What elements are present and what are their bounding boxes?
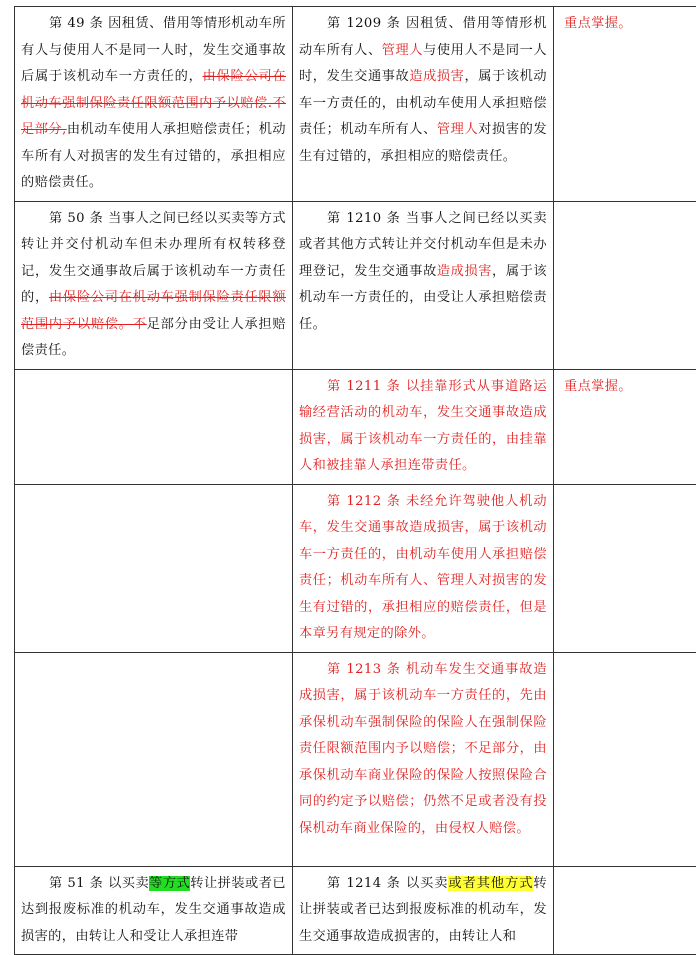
text-segment: 第 1210 条 当事人之间已经以买卖或者其他方式转让并交付机动车但是未办理登记，发生交通事故 <box>299 211 547 279</box>
new-law-cell <box>293 652 554 866</box>
new-law-cell <box>293 7 554 202</box>
text-segment: 由机动车使用人承担赔偿责任；机动车所有人对损害的发生有过错的，承担相应的赔偿责任。 <box>21 122 286 190</box>
text-segment: 对损害的发生有过错的，承担相应的赔偿责任。 <box>299 122 547 164</box>
note-cell <box>554 201 696 369</box>
article-text: 第 1213 条 机动车发生交通事故造成损害，属于该机动车一方责任的，先由承保机动车强制保险的保险人在强制保险责任限额范围内予以赔偿；不足部分，由承保机动车商业保险的保险人按照保险合同的约定予以赔偿；仍然不足或者没有投保机动车商业保险的，由侵权人赔偿。 <box>299 657 547 843</box>
note-cell <box>554 652 696 866</box>
old-law-cell <box>15 484 293 652</box>
new-law-cell <box>293 484 554 652</box>
article-text <box>21 11 286 197</box>
changed-text: 造成损害 <box>409 69 464 84</box>
article-text: 第 1212 条 未经允许驾驶他人机动车，发生交通事故造成损害，属于该机动车一方责任的，由机动车使用人承担赔偿责任；机动车所有人、管理人对损害的发生有过错的，承担相应的赔偿责任，但是本章另有规定的除外。 <box>299 489 547 648</box>
article-text <box>299 11 547 170</box>
note-cell <box>554 7 696 202</box>
text-segment: ，属于该机动车一方责任的，由机动车使用人承担赔偿责任；机动车所有人、 <box>299 69 547 137</box>
text-segment: 足部分由受让人承担赔偿责任。 <box>21 317 286 359</box>
article-text <box>21 871 286 951</box>
note-cell <box>554 369 696 484</box>
table-row <box>15 652 696 866</box>
text-segment: 第 1214 条 以买卖 <box>327 876 448 891</box>
new-law-cell <box>293 201 554 369</box>
changed-text: 管理人 <box>382 43 423 58</box>
new-law-cell <box>293 866 554 955</box>
comparison-table <box>14 6 696 955</box>
deleted-text: 由保险公司在机动车强制保险责任限额范围内予以赔偿。不 <box>21 290 286 332</box>
article-text: 第 1211 条 以挂靠形式从事道路运输经营活动的机动车，发生交通事故造成损害，属于该机动车一方责任的，由挂靠人和被挂靠人承担连带责任。 <box>299 374 547 480</box>
text-segment: 与使用人不是同一人时，发生交通事故 <box>299 43 547 85</box>
note-text: 重点掌握。 <box>564 379 632 394</box>
old-law-cell <box>15 7 293 202</box>
note-cell <box>554 866 696 955</box>
changed-text: 造成损害 <box>437 264 492 279</box>
note-text: 重点掌握。 <box>564 16 632 31</box>
table-row <box>15 7 696 202</box>
table-row <box>15 201 696 369</box>
article-text <box>21 206 286 365</box>
text-segment: 第 50 条 当事人之间已经以买卖等方式转让并交付机动车但未办理所有权转移登记，发生交通事故后属于该机动车一方责任的， <box>21 211 286 306</box>
table-row <box>15 369 696 484</box>
text-segment: 转让拼装或者已达到报废标准的机动车，发生交通事故造成损害的，由转让人和受让人承担连带 <box>21 876 286 944</box>
table-row <box>15 866 696 955</box>
text-segment: 转让拼装或者已达到报废标准的机动车，发生交通事故造成损害的，由转让人和 <box>299 876 547 944</box>
table-row <box>15 484 696 652</box>
new-law-cell <box>293 369 554 484</box>
article-text <box>299 871 547 951</box>
highlighted-text: 或者其他方式 <box>448 876 533 891</box>
old-law-cell <box>15 866 293 955</box>
text-segment: 第 1209 条 因租赁、借用等情形机动车所有人、 <box>299 16 547 58</box>
text-segment: 第 51 条 以买卖 <box>49 876 149 891</box>
text-segment: 第 49 条 因租赁、借用等情形机动车所有人与使用人不是同一人时，发生交通事故后属于该机动车一方责任的， <box>21 16 286 84</box>
old-law-cell <box>15 201 293 369</box>
text-segment: ，属于该机动车一方责任的，由受让人承担赔偿责任。 <box>299 264 547 332</box>
deleted-text: 由保险公司在机动车强制保险责任限额范围内予以赔偿.不足部分, <box>21 69 286 137</box>
article-text <box>299 206 547 339</box>
changed-text: 管理人 <box>437 122 478 137</box>
old-law-cell <box>15 369 293 484</box>
note-cell <box>554 484 696 652</box>
highlighted-text: 等方式 <box>149 876 190 891</box>
old-law-cell <box>15 652 293 866</box>
